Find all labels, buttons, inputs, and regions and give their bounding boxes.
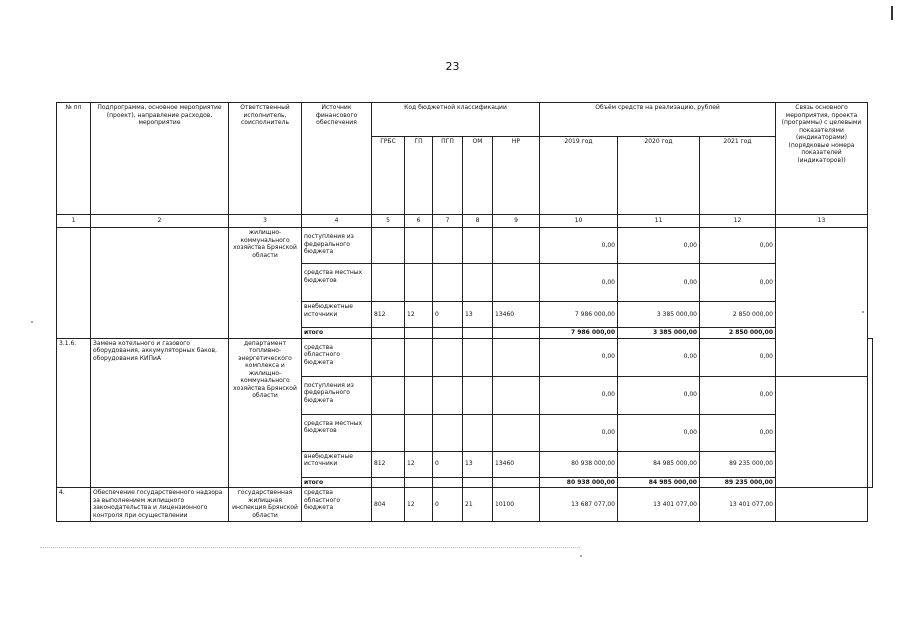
total-label: итого xyxy=(302,328,372,339)
pgp-cell xyxy=(433,376,463,414)
page-number: 23 xyxy=(445,60,460,73)
header-grbs: ГРБС xyxy=(372,137,405,215)
header-link: Связь основного мероприятия, проекта (программы) с целевыми показателями (индикаторами) (порядковые номера показателей (индикаторов)) xyxy=(776,103,868,215)
om-cell: 13 xyxy=(463,451,493,477)
amount-2020: 0,00 xyxy=(618,414,700,451)
amount-2020: 0,00 xyxy=(618,338,700,376)
amount-2020: 0,00 xyxy=(618,228,700,264)
executor-cell: департамент топливно-энергетического комплекса и жилищно-коммунального хозяйства Брянской области xyxy=(229,338,302,488)
header-2020: 2020 год xyxy=(618,137,700,215)
col-num: 7 xyxy=(433,215,463,228)
amount-2021: 2 850 000,00 xyxy=(700,302,776,328)
gp-cell xyxy=(405,338,433,376)
amount-2019: 13 687 077,00 xyxy=(540,488,618,522)
col-num: 12 xyxy=(700,215,776,228)
link-cell-empty xyxy=(776,488,868,522)
header-2019: 2019 год xyxy=(540,137,618,215)
total-2020: 3 385 000,00 xyxy=(618,328,700,339)
col-num: 8 xyxy=(463,215,493,228)
amount-2020: 3 385 000,00 xyxy=(618,302,700,328)
gp-cell: 12 xyxy=(405,451,433,477)
np-cell: 10100 xyxy=(493,488,540,522)
col-num: 11 xyxy=(618,215,700,228)
col-num: 2 xyxy=(91,215,229,228)
header-gp: ГП xyxy=(405,137,433,215)
row-no: 4. xyxy=(57,488,91,522)
gp-cell: 12 xyxy=(405,302,433,328)
source-cell: средства местных бюджетов xyxy=(302,414,372,451)
total-label: итого xyxy=(302,477,372,488)
amount-2021: 13 401 077,00 xyxy=(700,488,776,522)
header-source: Источник финансового обеспечения xyxy=(302,103,372,215)
om-cell xyxy=(463,264,493,302)
amount-2020: 84 985 000,00 xyxy=(618,451,700,477)
source-cell: внебюджетные источники xyxy=(302,451,372,477)
row-no: 3.1.6. xyxy=(57,338,91,488)
scan-speck xyxy=(31,321,33,323)
np-cell xyxy=(493,228,540,264)
amount-2020: 13 401 077,00 xyxy=(618,488,700,522)
col-num: 3 xyxy=(229,215,302,228)
source-cell: внебюджетные источники xyxy=(302,302,372,328)
total-2020: 84 985 000,00 xyxy=(618,477,700,488)
om-cell xyxy=(463,414,493,451)
amount-2021: 89 235 000,00 xyxy=(700,451,776,477)
header-no: № пп xyxy=(57,103,91,215)
om-cell xyxy=(463,376,493,414)
column-numbers-row xyxy=(57,215,873,228)
header-pgp: ПГП xyxy=(433,137,463,215)
amount-2021: 0,00 xyxy=(700,338,776,376)
amount-2021: 0,00 xyxy=(700,376,776,414)
gp-cell xyxy=(405,376,433,414)
header-2021: 2021 год xyxy=(700,137,776,215)
pgp-cell: 0 xyxy=(433,451,463,477)
table-row xyxy=(57,338,873,376)
col-num: 5 xyxy=(372,215,405,228)
grbs-cell: 812 xyxy=(372,451,405,477)
om-cell: 13 xyxy=(463,302,493,328)
source-cell: поступления из федерального бюджета xyxy=(302,376,372,414)
executor-cell: жилищно-коммунального хозяйства Брянской области xyxy=(229,228,302,339)
grbs-cell xyxy=(372,228,405,264)
pgp-cell: 0 xyxy=(433,488,463,522)
scan-edge-mark xyxy=(891,6,893,20)
om-cell xyxy=(463,338,493,376)
header-budget-code: Код бюджетной классификации xyxy=(372,103,540,137)
scan-speck xyxy=(580,555,582,557)
col-num: 13 xyxy=(776,215,868,228)
program-name: Замена котельного и газового оборудования, аккумуляторных баков, оборудования КИПиА xyxy=(91,338,229,488)
header-volume: Объём средств на реализацию, рублей xyxy=(540,103,776,137)
gp-cell xyxy=(405,264,433,302)
grbs-cell xyxy=(372,376,405,414)
col-num: 9 xyxy=(493,215,540,228)
amount-2020: 0,00 xyxy=(618,376,700,414)
executor-cell: государственная жилищная инспекция Брянской области xyxy=(229,488,302,522)
source-cell: средства местных бюджетов xyxy=(302,264,372,302)
amount-2019: 0,00 xyxy=(540,414,618,451)
grbs-cell: 804 xyxy=(372,488,405,522)
np-cell xyxy=(493,376,540,414)
om-cell: 21 xyxy=(463,488,493,522)
col-num: 10 xyxy=(540,215,618,228)
amount-2019: 0,00 xyxy=(540,376,618,414)
source-cell: средства областного бюджета xyxy=(302,488,372,522)
total-2021: 89 235 000,00 xyxy=(700,477,776,488)
pgp-cell xyxy=(433,264,463,302)
amount-2019: 80 938 000,00 xyxy=(540,451,618,477)
table-row xyxy=(57,228,873,264)
amount-2020: 0,00 xyxy=(618,264,700,302)
grbs-cell xyxy=(372,338,405,376)
pgp-cell xyxy=(433,338,463,376)
header-om: ОМ xyxy=(463,137,493,215)
gp-cell xyxy=(405,414,433,451)
grbs-cell: 812 xyxy=(372,302,405,328)
np-cell: 13460 xyxy=(493,302,540,328)
amount-2021: 0,00 xyxy=(700,228,776,264)
col-num: 6 xyxy=(405,215,433,228)
source-cell: поступления из федерального бюджета xyxy=(302,228,372,264)
header-np: НР xyxy=(493,137,540,215)
gp-cell: 12 xyxy=(405,488,433,522)
scan-dotted-line xyxy=(40,547,580,548)
amount-2019: 7 986 000,00 xyxy=(540,302,618,328)
col-num: 1 xyxy=(57,215,91,228)
grbs-cell xyxy=(372,414,405,451)
grbs-cell xyxy=(372,264,405,302)
link-cell-empty xyxy=(776,228,868,377)
col-num: 4 xyxy=(302,215,372,228)
gp-cell xyxy=(405,228,433,264)
pgp-cell: 0 xyxy=(433,302,463,328)
amount-2021: 0,00 xyxy=(700,264,776,302)
amount-2019: 0,00 xyxy=(540,264,618,302)
row-no-empty xyxy=(57,228,91,339)
np-cell xyxy=(493,414,540,451)
om-cell xyxy=(463,228,493,264)
np-cell xyxy=(493,264,540,302)
pgp-cell xyxy=(433,414,463,451)
budget-table xyxy=(56,102,873,522)
table-row xyxy=(57,488,873,522)
row-program-empty xyxy=(91,228,229,339)
amount-2019: 0,00 xyxy=(540,338,618,376)
header-executor: Ответственный исполнитель, соисполнитель xyxy=(229,103,302,215)
np-cell: 13460 xyxy=(493,451,540,477)
header-program: Подпрограмма, основное мероприятие (проект), направление расходов, мероприятие xyxy=(91,103,229,215)
program-name: Обеспечение государственного надзора за выполнением жилищного законодательства и лицензионного контроля при осуществлении xyxy=(91,488,229,522)
source-cell: средства областного бюджета xyxy=(302,338,372,376)
pgp-cell xyxy=(433,228,463,264)
link-cell-empty xyxy=(868,338,873,488)
total-2021: 2 850 000,00 xyxy=(700,328,776,339)
amount-2019: 0,00 xyxy=(540,228,618,264)
np-cell xyxy=(493,338,540,376)
total-2019: 7 986 000,00 xyxy=(540,328,618,339)
amount-2021: 0,00 xyxy=(700,414,776,451)
total-2019: 80 938 000,00 xyxy=(540,477,618,488)
